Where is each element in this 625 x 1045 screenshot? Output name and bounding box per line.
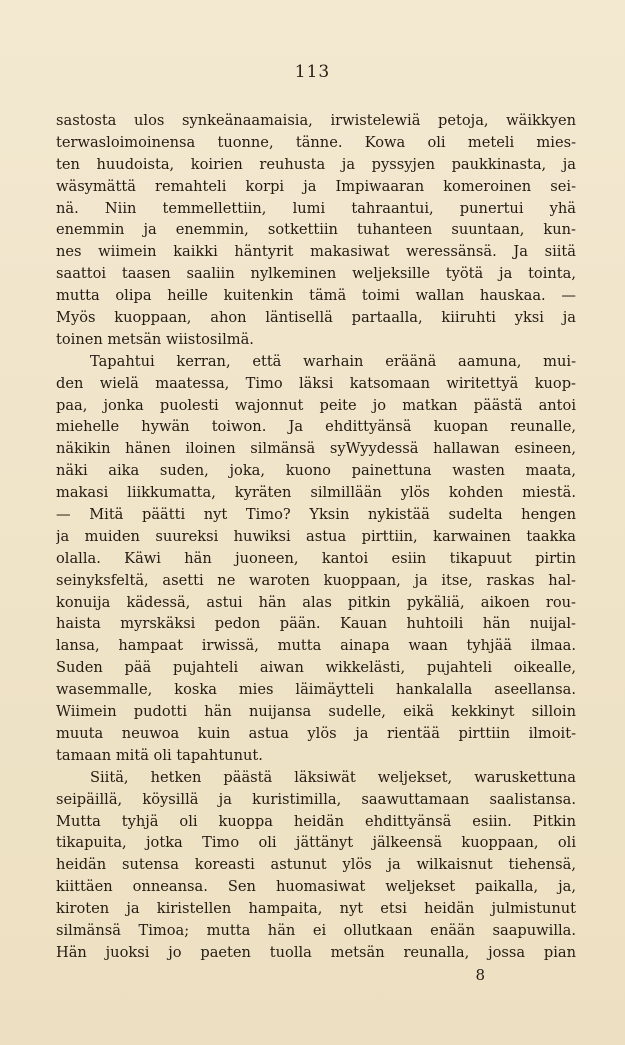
text-line: wasemmalle, koska mies läimäytteli hankalalla aseellansa. — [56, 681, 576, 699]
text-line: paa, jonka puolesti wajonnut peite jo matkan päästä antoi — [56, 396, 576, 414]
text-line: seinyksfeltä, asetti ne waroten kuoppaan, ja itse, raskas hal- — [56, 571, 576, 589]
text-line: heidän sutensa koreasti astunut ylös ja wilkaisnut tiehensä, — [56, 856, 576, 874]
text-line: silmänsä Timoa; mutta hän ei ollutkaan enään saapuwilla. — [56, 921, 576, 939]
body-text — [56, 110, 576, 964]
text-line: Tapahtui kerran, että warhain eräänä aamuna, mui- — [90, 352, 576, 370]
text-line: muuta neuwoa kuin astua ylös ja rientää pirttiin ilmoit- — [56, 724, 576, 742]
text-line: wäsymättä remahteli korpi ja Impiwaaran komeroinen sei- — [56, 177, 576, 195]
text-line: mutta olipa heille kuitenkin tämä toimi wallan hauskaa. — — [56, 287, 576, 305]
text-line: tamaan mitä oli tapahtunut. — [56, 746, 263, 764]
text-line: terwasloimoinensa tuonne, tänne. Kowa oli meteli mies- — [56, 133, 576, 151]
text-line: seipäillä, köysillä ja kuristimilla, saawuttamaan saalistansa. — [56, 790, 576, 808]
text-line: haista myrskäksi pedon pään. Kauan huhtoili hän nuijal- — [56, 615, 576, 633]
text-line: konuija kädessä, astui hän alas pitkin pykäliä, aikoen rou- — [56, 593, 576, 611]
text-line: makasi liikkumatta, kyräten silmillään ylös kohden miestä. — [56, 484, 576, 502]
text-line: Suden pää pujahteli aiwan wikkelästi, pujahteli oikealle, — [56, 659, 576, 677]
text-line: saattoi taasen saaliin nylkeminen weljeksille työtä ja tointa, — [56, 265, 576, 283]
text-line: tikapuita, jotka Timo oli jättänyt jälkeensä kuoppaan, oli — [56, 834, 576, 852]
text-line: — Mitä päätti nyt Timo? Yksin nykistää sudelta hengen — [56, 506, 576, 524]
text-line: lansa, hampaat irwissä, mutta ainapa waan tyhjää ilmaa. — [56, 637, 576, 655]
text-line: Siitä, hetken päästä läksiwät weljekset, waruskettuna — [90, 768, 576, 786]
text-line: olalla. Käwi hän juoneen, kantoi esiin tikapuut pirtin — [56, 549, 576, 567]
text-line: näki aika suden, joka, kuono painettuna wasten maata, — [56, 462, 576, 480]
text-line: sastosta ulos synkeänaamaisia, irwistelewiä petoja, wäikkyen — [56, 112, 576, 129]
signature-mark: 8 — [475, 966, 485, 984]
text-line: kiroten ja kiristellen hampaita, nyt etsi heidän julmistunut — [56, 900, 576, 918]
text-line: Myös kuoppaan, ahon läntisellä partaalla, kiiruhti yksi ja — [56, 309, 576, 327]
text-line: enemmin ja enemmin, sotkettiin tuhanteen suuntaan, kun- — [56, 221, 576, 239]
text-line: den wielä maatessa, Timo läksi katsomaan wiritettyä kuop- — [56, 374, 576, 392]
text-line: ja muiden suureksi huwiksi astua pirttiin, karwainen taakka — [56, 527, 576, 545]
text-line: nä. Niin temmellettiin, lumi tahraantui, punertui yhä — [56, 199, 576, 217]
text-line: Wiimein pudotti hän nuijansa sudelle, eikä kekkinyt silloin — [56, 703, 576, 721]
text-line: näkikin hänen iloinen silmänsä syWyydessä hallawan esineen, — [56, 440, 576, 458]
text-line: toinen metsän wiistosilmä. — [56, 330, 254, 348]
text-line: Mutta tyhjä oli kuoppa heidän ehdittyänsä esiin. Pitkin — [56, 812, 576, 830]
text-line: nes wiimein kaikki häntyrit makasiwat weressänsä. Ja siitä — [56, 243, 576, 261]
text-line: ten huudoista, koirien reuhusta ja pyssyjen paukkinasta, ja — [56, 155, 576, 173]
text-line: Hän juoksi jo paeten tuolla metsän reunalla, jossa pian — [56, 943, 576, 961]
text-line: kiittäen onneansa. Sen huomasiwat weljekset paikalla, ja, — [56, 878, 576, 896]
page-number: 113 — [294, 62, 331, 82]
text-line: miehelle hywän toiwon. Ja ehdittyänsä kuopan reunalle, — [56, 418, 576, 436]
